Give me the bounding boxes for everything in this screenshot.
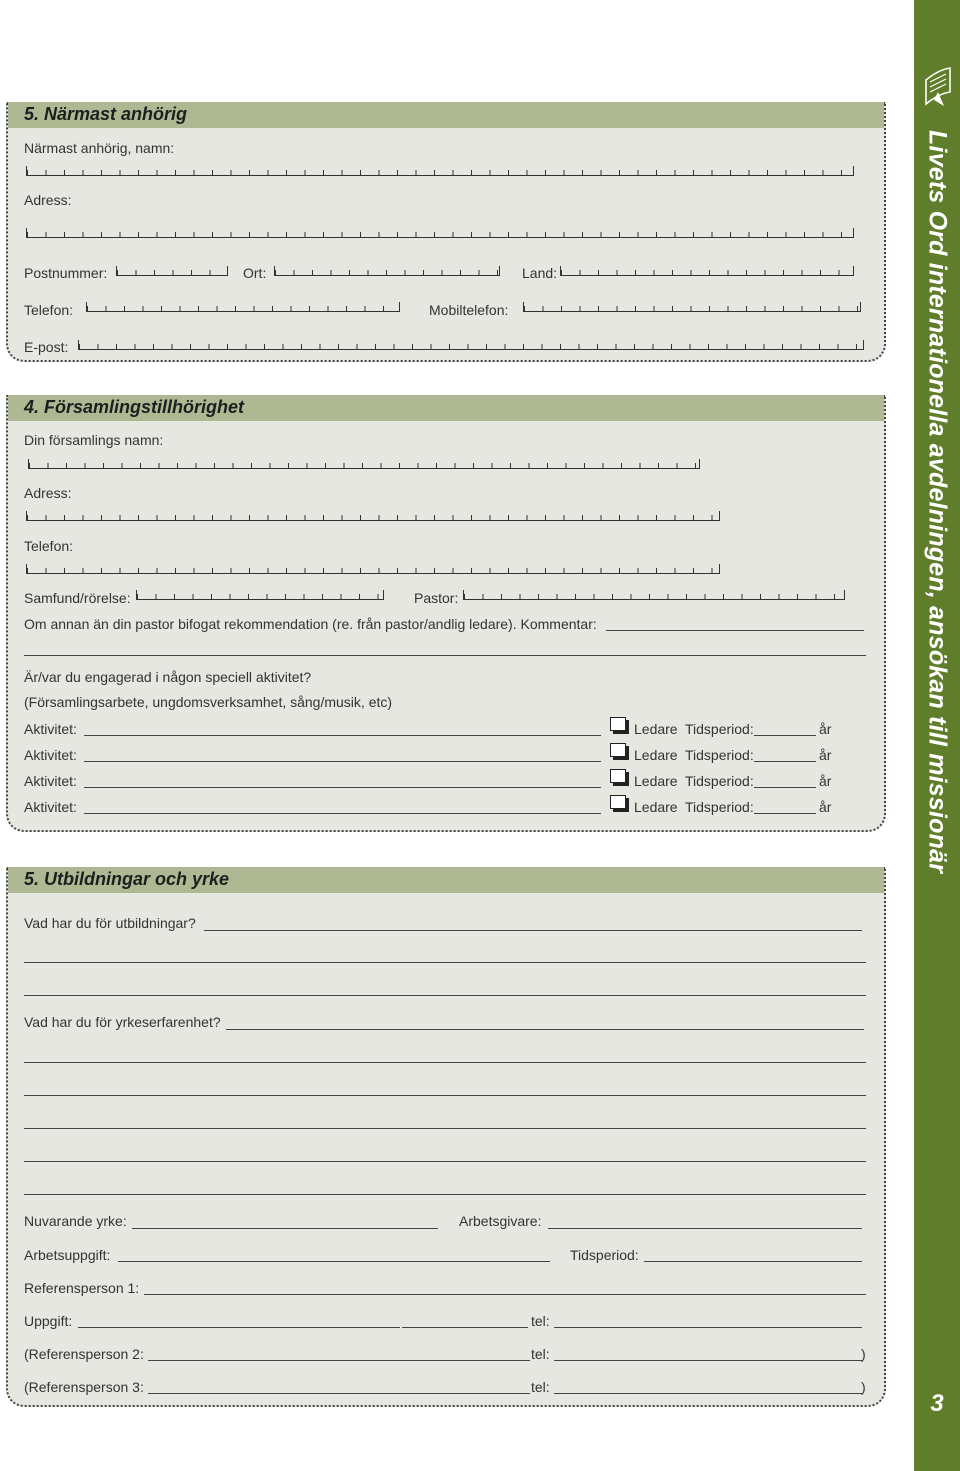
reference3-field[interactable] [148, 1393, 530, 1394]
sidebar-title: Livets Ord internationella avdelningen, ansökan till missionär [923, 130, 952, 874]
relative-country-label: Land: [522, 265, 558, 281]
reference1-field[interactable] [144, 1294, 866, 1295]
work-field-line[interactable] [24, 1194, 866, 1195]
leader-label: Ledare [634, 721, 678, 737]
period-label: Tidsperiod: [685, 747, 754, 763]
education-field-line[interactable] [24, 995, 866, 996]
relative-mobile-label: Mobiltelefon: [429, 302, 509, 318]
education-field-line[interactable] [24, 962, 866, 963]
tel-field[interactable] [554, 1327, 862, 1328]
reference2-field[interactable] [148, 1360, 530, 1361]
pastor-field[interactable] [463, 590, 845, 600]
relative-city-field[interactable] [274, 266, 500, 276]
work-field-line[interactable] [24, 1095, 866, 1096]
church-name-field[interactable] [28, 459, 700, 469]
education-question: Vad har du för utbildningar? [24, 915, 196, 931]
leader-label: Ledare [634, 773, 678, 789]
task-label: Uppgift: [24, 1313, 73, 1329]
period-field[interactable] [754, 761, 816, 762]
tel-field[interactable] [554, 1393, 862, 1394]
reference3-label: (Referensperson 3: [24, 1379, 144, 1395]
period-field[interactable] [754, 787, 816, 788]
period-field[interactable] [754, 813, 816, 814]
period-field[interactable] [754, 735, 816, 736]
activity-label: Aktivitet: [24, 773, 77, 789]
tel-label: tel: [531, 1346, 550, 1362]
recommendation-text: Om annan än din pastor bifogat rekommendation (re. från pastor/andlig ledare). Kommentar: [24, 616, 597, 632]
work-question: Vad har du för yrkeserfarenhet? [24, 1014, 221, 1030]
relative-phone-label: Telefon: [24, 302, 74, 318]
period-unit: år [819, 799, 832, 815]
church-phone-label: Telefon: [24, 538, 74, 554]
relative-address-label: Adress: [24, 192, 72, 208]
period-label: Tidsperiod: [570, 1247, 639, 1263]
period-label: Tidsperiod: [685, 721, 754, 737]
reference1-label: Referensperson 1: [24, 1280, 140, 1296]
relative-mobile-field[interactable] [523, 302, 861, 312]
open-book-icon [922, 62, 954, 112]
period-field[interactable] [644, 1261, 862, 1262]
tasks-field[interactable] [118, 1261, 550, 1262]
employer-field[interactable] [548, 1228, 862, 1229]
leader-label: Ledare [634, 747, 678, 763]
denomination-label: Samfund/rörelse: [24, 590, 131, 606]
activity-field[interactable] [84, 813, 601, 814]
relative-postal-label: Postnummer: [24, 265, 108, 281]
tasks-label: Arbetsuppgift: [24, 1247, 111, 1263]
page-number: 3 [930, 1390, 944, 1417]
leader-checkbox[interactable] [610, 795, 626, 809]
relative-name-field[interactable] [26, 166, 854, 176]
relative-email-label: E-post: [24, 339, 69, 355]
close-paren: ) [861, 1346, 866, 1362]
section-title: 5. Utbildningar och yrke [24, 869, 230, 889]
church-address-label: Adress: [24, 485, 72, 501]
pastor-label: Pastor: [414, 590, 459, 606]
close-paren: ) [861, 1379, 866, 1395]
work-field-line[interactable] [24, 1161, 866, 1162]
section-title: 4. Församlingstillhörighet [24, 397, 245, 417]
activity-label: Aktivitet: [24, 721, 77, 737]
leader-checkbox[interactable] [610, 769, 626, 783]
church-address-field[interactable] [26, 511, 720, 521]
leader-label: Ledare [634, 799, 678, 815]
section-title: 5. Närmast anhörig [24, 104, 188, 124]
period-unit: år [819, 747, 832, 763]
engaged-examples: (Församlingsarbete, ungdomsverksamhet, sång/musik, etc) [24, 694, 393, 710]
education-field[interactable] [204, 930, 862, 931]
period-unit: år [819, 773, 832, 789]
section-education [6, 867, 886, 1407]
relative-address-field[interactable] [26, 228, 854, 238]
comment-field[interactable] [606, 630, 864, 631]
activity-field[interactable] [84, 761, 601, 762]
section-header [8, 102, 884, 128]
relative-postal-field[interactable] [116, 266, 228, 276]
leader-checkbox[interactable] [610, 743, 626, 757]
section-header [8, 395, 884, 421]
reference2-label: (Referensperson 2: [24, 1346, 144, 1362]
activity-field[interactable] [84, 735, 601, 736]
tel-label: tel: [531, 1313, 550, 1329]
work-field-line[interactable] [24, 1062, 866, 1063]
section-church [6, 395, 886, 832]
denomination-field[interactable] [136, 590, 384, 600]
task-field[interactable] [78, 1327, 400, 1328]
comment-field-line2[interactable] [24, 655, 866, 656]
period-label: Tidsperiod: [685, 799, 754, 815]
task-field-extra[interactable] [402, 1327, 528, 1328]
current-job-field[interactable] [132, 1228, 438, 1229]
section-header [8, 867, 884, 893]
church-phone-field[interactable] [26, 564, 720, 574]
activity-field[interactable] [84, 787, 601, 788]
sidebar-band [914, 0, 960, 1471]
relative-name-label: Närmast anhörig, namn: [24, 140, 175, 156]
work-field[interactable] [226, 1029, 864, 1030]
employer-label: Arbetsgivare: [459, 1213, 542, 1229]
leader-checkbox[interactable] [610, 717, 626, 731]
activity-label: Aktivitet: [24, 747, 77, 763]
activity-label: Aktivitet: [24, 799, 77, 815]
period-unit: år [819, 721, 832, 737]
relative-city-label: Ort: [243, 265, 267, 281]
period-label: Tidsperiod: [685, 773, 754, 789]
relative-phone-field[interactable] [86, 302, 400, 312]
tel-field[interactable] [554, 1360, 862, 1361]
tel-label: tel: [531, 1379, 550, 1395]
work-field-line[interactable] [24, 1128, 866, 1129]
relative-email-field[interactable] [78, 340, 864, 350]
engaged-question: Är/var du engagerad i någon speciell aktivitet? [24, 669, 312, 685]
section-relative [6, 102, 886, 362]
relative-country-field[interactable] [560, 266, 854, 276]
church-name-label: Din församlings namn: [24, 432, 164, 448]
current-job-label: Nuvarande yrke: [24, 1213, 127, 1229]
